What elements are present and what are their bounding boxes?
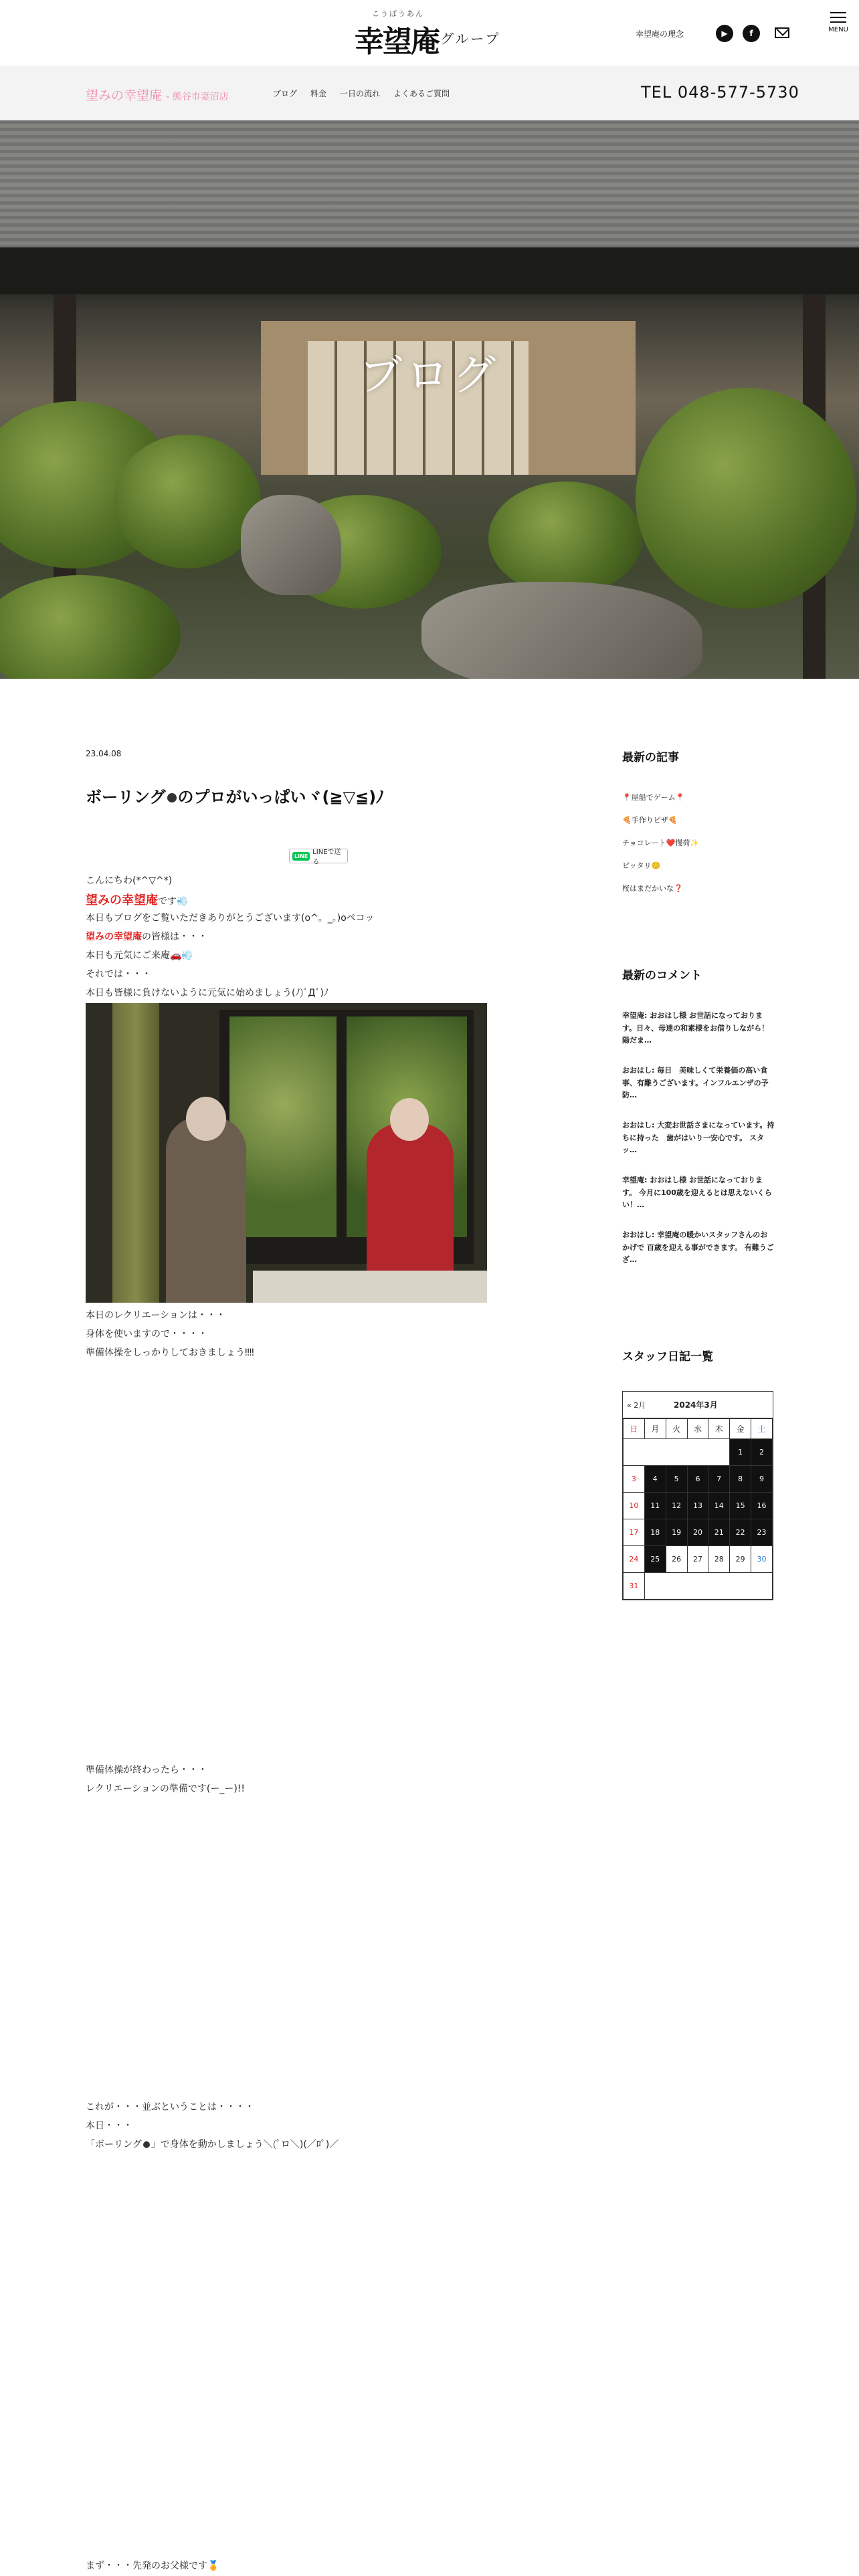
garden-bush bbox=[636, 388, 856, 609]
weekday-label: 日 bbox=[624, 1419, 645, 1439]
calendar-day-linked[interactable]: 25 bbox=[644, 1546, 666, 1573]
nav-blog[interactable]: ブログ bbox=[273, 89, 298, 98]
post-text: です💨 bbox=[158, 896, 189, 907]
calendar-day: 3 bbox=[624, 1466, 645, 1493]
philosophy-link[interactable]: 幸望庵の理念 bbox=[636, 29, 684, 39]
latest-comments-heading: 最新のコメント bbox=[622, 969, 702, 982]
menu-button[interactable] bbox=[827, 9, 850, 39]
post-line bbox=[86, 891, 188, 908]
post-line: 本日のレクリエーションは・・・ bbox=[86, 1310, 225, 1321]
post-text: の皆様は・・・ bbox=[142, 932, 207, 942]
calendar-week bbox=[624, 1519, 773, 1546]
post-line: 本日もブログをご覧いただきありがとうございます(o^。_。)oペコッ bbox=[86, 913, 375, 924]
calendar-day: 10 bbox=[624, 1493, 645, 1519]
hamburger-line bbox=[830, 17, 846, 18]
menu-label: MENU bbox=[828, 26, 848, 33]
latest-post-link[interactable]: 桜はまだかいな❓ bbox=[622, 884, 683, 893]
calendar-day-linked[interactable]: 8 bbox=[730, 1466, 751, 1493]
calendar-day-linked[interactable]: 5 bbox=[666, 1466, 687, 1493]
post-line: 本日も皆様に負けないように元気に始めましょう(ﾉ)ﾟДﾟ)ﾉ bbox=[86, 988, 328, 998]
hero-title: ブログ bbox=[359, 351, 500, 401]
photo-person bbox=[166, 1117, 246, 1303]
latest-post-link[interactable]: ピッタリ☺️ bbox=[622, 861, 661, 870]
post-title-part: ボーリング bbox=[86, 788, 166, 807]
post-line: これが・・・並ぶということは・・・・ bbox=[86, 2102, 254, 2113]
facebook-icon[interactable]: f bbox=[743, 25, 760, 42]
logo-main-text: 幸望庵 bbox=[355, 25, 439, 59]
staff-diary-heading: スタッフ日記一覧 bbox=[622, 1350, 713, 1364]
photo-person-head bbox=[390, 1098, 429, 1141]
calendar-weekdays bbox=[624, 1419, 773, 1439]
calendar-day-linked[interactable]: 12 bbox=[666, 1493, 687, 1519]
eave-image-part bbox=[0, 247, 859, 294]
latest-posts-heading: 最新の記事 bbox=[622, 751, 679, 764]
logo-sub-text: グループ bbox=[440, 31, 501, 47]
calendar-week bbox=[624, 1439, 773, 1466]
garden-bush bbox=[0, 575, 181, 679]
calendar-day-linked[interactable]: 21 bbox=[708, 1519, 730, 1546]
weekday-label: 土 bbox=[751, 1419, 773, 1439]
facility-name-highlight: 望みの幸望庵 bbox=[86, 893, 158, 907]
comment-link[interactable]: おおはし: 幸望庵の暖かいスタッフさんのおかげで 百歳を迎える事ができます。 有難うござ… bbox=[622, 1230, 774, 1265]
store-navbar bbox=[0, 66, 859, 120]
calendar-week bbox=[624, 1573, 773, 1600]
calendar-day-linked[interactable]: 9 bbox=[751, 1466, 773, 1493]
post-line: 準備体操をしっかりしておきましょう‼‼ bbox=[86, 1348, 254, 1358]
store-name[interactable] bbox=[86, 86, 229, 104]
latest-post-link[interactable]: 📍屋船でゲーム📍 bbox=[622, 793, 685, 802]
line-share-button[interactable] bbox=[289, 849, 348, 866]
calendar-day-linked[interactable]: 15 bbox=[730, 1493, 751, 1519]
youtube-icon[interactable]: ▶ bbox=[716, 25, 733, 42]
phone-number[interactable]: TEL 048-577-5730 bbox=[641, 83, 799, 102]
calendar-day-linked[interactable]: 19 bbox=[666, 1519, 687, 1546]
photo-table bbox=[253, 1271, 487, 1303]
hamburger-line bbox=[830, 12, 846, 13]
post-text: 「ボーリング bbox=[86, 2139, 142, 2150]
calendar-week bbox=[624, 1546, 773, 1573]
calendar-week bbox=[624, 1466, 773, 1493]
nav-faq[interactable]: よくあるご質問 bbox=[393, 89, 450, 98]
calendar-day-linked[interactable]: 20 bbox=[687, 1519, 708, 1546]
calendar-day: 28 bbox=[708, 1546, 730, 1573]
calendar-day-linked[interactable]: 6 bbox=[687, 1466, 708, 1493]
post-text: 」で身体を動かしましょう＼(ﾟロ＼)(／ﾛﾟ)／ bbox=[151, 2139, 339, 2150]
calendar-day-linked[interactable]: 1 bbox=[730, 1439, 751, 1466]
garden-rock bbox=[241, 495, 341, 595]
calendar-prev-month[interactable]: « 2月 bbox=[627, 1400, 646, 1410]
calendar-day-linked[interactable]: 16 bbox=[751, 1493, 773, 1519]
post-line: それでは・・・ bbox=[86, 969, 151, 980]
bowling-ball-icon bbox=[167, 793, 177, 802]
weekday-label: 月 bbox=[644, 1419, 666, 1439]
bowling-ball-icon bbox=[143, 2141, 150, 2148]
calendar-day: 29 bbox=[730, 1546, 751, 1573]
nav-daily-flow[interactable]: 一日の流れ bbox=[340, 89, 381, 98]
weekday-label: 火 bbox=[666, 1419, 687, 1439]
calendar-day-linked[interactable]: 7 bbox=[708, 1466, 730, 1493]
site-header bbox=[0, 0, 859, 66]
comment-link[interactable]: 幸望庵: おおはし様 お世話になっております。 今月に100歳を迎えるとは思えないくらい！… bbox=[622, 1176, 772, 1210]
post-title-part: のプロがいっぱいヾ(≧▽≦)ﾉ bbox=[177, 788, 385, 807]
store-name-text: 望みの幸望庵 bbox=[86, 88, 163, 103]
post-line: レクリエーションの準備です(ー_ー)!! bbox=[86, 1784, 246, 1794]
calendar-day: 30 bbox=[751, 1546, 773, 1573]
logo-ruby: こうぼうあん bbox=[372, 9, 424, 18]
store-location: - 熊谷市妻沼店 bbox=[166, 92, 229, 102]
latest-post-link[interactable]: チョコレート❤️慢荷✨ bbox=[622, 839, 700, 847]
latest-post-link[interactable]: 🍕手作りピザ🍕 bbox=[622, 816, 678, 825]
facility-name-highlight: 望みの幸望庵 bbox=[86, 932, 142, 942]
post-line: 準備体操が終わったら・・・ bbox=[86, 1765, 207, 1776]
line-icon: LINE bbox=[292, 852, 310, 861]
post-title bbox=[86, 784, 384, 807]
calendar-day-linked[interactable]: 2 bbox=[751, 1439, 773, 1466]
photo-person-head bbox=[186, 1097, 226, 1141]
calendar-day: 31 bbox=[624, 1573, 645, 1600]
post-line: 身体を使いますので・・・・ bbox=[86, 1329, 207, 1339]
calendar-week bbox=[624, 1493, 773, 1519]
calendar-widget bbox=[622, 1391, 773, 1600]
garden-rock bbox=[421, 582, 702, 679]
site-logo[interactable] bbox=[355, 8, 508, 59]
photo-curtain bbox=[112, 1003, 159, 1303]
garden-bush bbox=[488, 481, 642, 595]
mail-icon[interactable] bbox=[775, 27, 789, 38]
calendar-day-linked[interactable]: 11 bbox=[644, 1493, 666, 1519]
calendar-day-linked[interactable]: 14 bbox=[708, 1493, 730, 1519]
hamburger-line bbox=[830, 21, 846, 23]
calendar-empty bbox=[624, 1439, 730, 1466]
calendar-grid bbox=[623, 1418, 773, 1600]
post-line: まず・・・先発のお父様です🏅 bbox=[86, 2561, 219, 2571]
calendar-day-linked[interactable]: 22 bbox=[730, 1519, 751, 1546]
post-line bbox=[86, 930, 207, 943]
calendar-empty bbox=[644, 1573, 772, 1600]
calendar-day-linked[interactable]: 23 bbox=[751, 1519, 773, 1546]
post-line: 本日・・・ bbox=[86, 2121, 132, 2131]
post-line: こんにちわ(*^▽^*) bbox=[86, 875, 173, 886]
calendar-day: 26 bbox=[666, 1546, 687, 1573]
post-line bbox=[86, 2137, 339, 2151]
garden-bush bbox=[114, 435, 261, 568]
calendar-day: 24 bbox=[624, 1546, 645, 1573]
calendar-day-linked[interactable]: 13 bbox=[687, 1493, 708, 1519]
calendar-day-linked[interactable]: 4 bbox=[644, 1466, 666, 1493]
roof-image-part bbox=[0, 120, 859, 247]
post-photo bbox=[86, 1003, 487, 1303]
line-share-label: LINEで送る bbox=[312, 849, 341, 866]
calendar-day: 27 bbox=[687, 1546, 708, 1573]
post-date: 23.04.08 bbox=[86, 749, 122, 758]
weekday-label: 金 bbox=[730, 1419, 751, 1439]
weekday-label: 水 bbox=[687, 1419, 708, 1439]
nav-price[interactable]: 料金 bbox=[310, 89, 327, 98]
post-line: 本日も元気にご来庵🚗💨 bbox=[86, 950, 193, 961]
comment-link[interactable]: おおはし: 大変お世話さまになっています。持ちに持った 歯がはいり一安心です。 スタッ… bbox=[622, 1121, 775, 1155]
comment-link[interactable]: 幸望庵: おおはし様 お世話になっております。日々、母達の和素様をお借りしながら！陽だま… bbox=[622, 1011, 769, 1045]
hero-banner bbox=[0, 120, 859, 679]
calendar-header bbox=[623, 1392, 773, 1418]
comment-link[interactable]: おおはし: 毎日 美味しくて栄養価の高い食事、有難うございます。インフルエンザの予防… bbox=[622, 1066, 769, 1100]
calendar-day: 17 bbox=[624, 1519, 645, 1546]
calendar-month: 2024年3月 bbox=[674, 1400, 718, 1410]
calendar-day-linked[interactable]: 18 bbox=[644, 1519, 666, 1546]
weekday-label: 木 bbox=[708, 1419, 730, 1439]
